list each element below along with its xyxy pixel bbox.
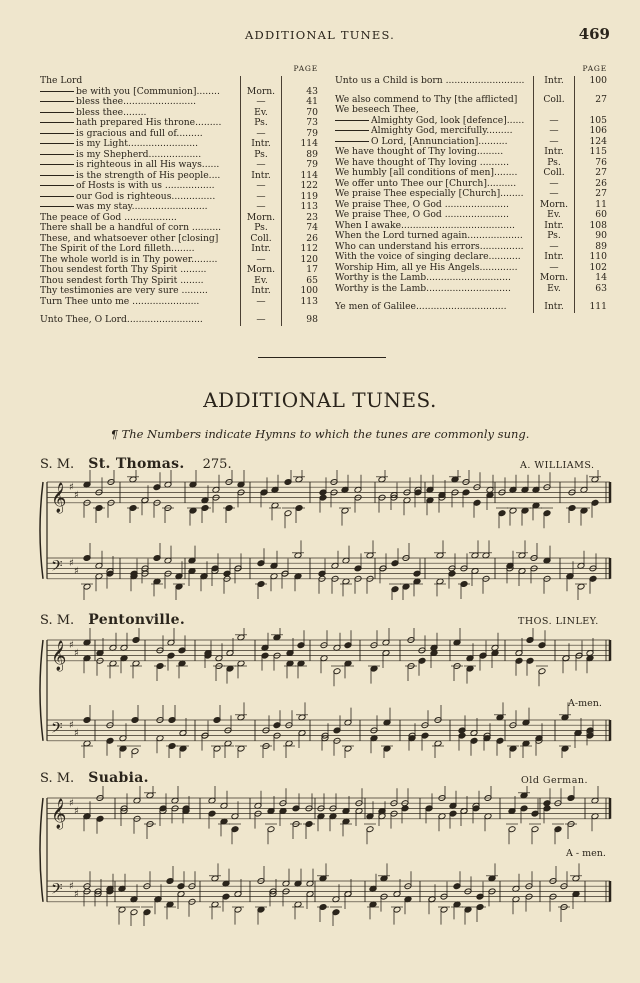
index-entry-title: is righteous in all His ways...... <box>76 160 220 170</box>
index-entry-occasion: Intr. <box>251 169 271 181</box>
index-entry-page: 110 <box>589 251 607 262</box>
index-entry-occasion: Intr. <box>544 75 564 86</box>
index-entry-page: 27 <box>595 93 607 105</box>
index-entry-page: 43 <box>306 85 318 97</box>
index-entry-page: 115 <box>589 146 607 157</box>
index-entry-title: When the Lord turned again................... <box>335 231 523 241</box>
index-entry-page: 27 <box>595 188 607 199</box>
index-entry-title: We beseech Thee, <box>335 105 419 115</box>
index-entry-page: 98 <box>306 314 318 325</box>
tune-hymn-number: 275. <box>202 457 232 472</box>
index-entry <box>335 252 609 263</box>
page-column-header: PAGE <box>293 64 318 73</box>
index-entry <box>40 223 320 234</box>
index-entry-page: 79 <box>306 127 318 139</box>
index-entry <box>335 221 609 232</box>
index-entry-title: bless thee......................... <box>76 97 197 107</box>
index-entry-occasion: Morn. <box>539 272 569 283</box>
index-entry-title: be with you [Communion]........ <box>76 86 220 97</box>
index-entry-title: We have thought of Thy loving .......... <box>335 157 509 168</box>
index-entry-occasion: — <box>256 159 266 170</box>
index-entry-title: We also commend to Thy [the afflicted] <box>335 94 518 105</box>
sharp-icon: ♯ <box>69 881 74 893</box>
index-entry <box>40 129 320 140</box>
index-entry-title: We have thought of Thy loving......... <box>335 147 504 157</box>
index-entry-title: These, and whatsoever other [closing] <box>40 233 219 244</box>
index-entry <box>40 97 320 108</box>
index-entry <box>335 76 609 87</box>
ditto-dash <box>335 141 369 142</box>
index-entry-occasion: — <box>549 188 559 199</box>
index-entry <box>335 116 609 127</box>
index-entry-page: 23 <box>306 211 318 223</box>
index-entry-title: Worship Him, all ye His Angels............. <box>335 262 518 273</box>
index-entry <box>335 147 609 158</box>
index-entry-page: 119 <box>300 190 318 202</box>
sharp-icon: ♯ <box>74 806 79 817</box>
ditto-dash <box>40 196 74 197</box>
index-entry-title: The Lord <box>40 76 83 86</box>
tune-composer: A. WILLIAMS. <box>520 460 595 471</box>
index-entry-title: our God is righteous............... <box>76 191 216 202</box>
index-entry-page: 113 <box>300 201 318 212</box>
ditto-dash <box>40 154 74 155</box>
index-entry-page: 122 <box>300 180 318 191</box>
index-entry-occasion: — <box>256 201 266 212</box>
index-entry <box>40 276 320 287</box>
index-entry-occasion: Ps. <box>547 156 561 168</box>
index-entry-occasion: Coll. <box>543 167 565 178</box>
index-entry-title: Unto Thee, O Lord.......................... <box>40 315 203 325</box>
index-entry-title: We praise Thee, O God ...................... <box>335 210 509 220</box>
section-note: ¶ The Numbers indicate Hymns to which the tunes are commonly sung. <box>110 427 530 441</box>
index-entry-occasion: Ev. <box>547 209 561 220</box>
index-entry-page: 114 <box>300 169 318 181</box>
ditto-dash <box>40 143 74 144</box>
index-entry-page: 70 <box>306 106 318 118</box>
tune-heading <box>40 612 185 628</box>
index-entry <box>40 255 320 266</box>
index-entry-title: hath prepared His throne......... <box>76 118 222 128</box>
index-entry-page: 120 <box>300 253 318 265</box>
tune-name: Suabia. <box>88 770 149 786</box>
index-entry-occasion: Morn. <box>246 264 276 275</box>
index-entry-occasion: Intr. <box>251 243 271 254</box>
index-entry-page: 26 <box>595 177 607 189</box>
index-entry-occasion: Ps. <box>254 117 268 128</box>
ditto-dash <box>40 175 74 176</box>
index-entry-page: 106 <box>589 125 607 136</box>
index-entry-title: Almighty God, look [defence]...... <box>371 115 525 126</box>
index-entry-occasion: Morn. <box>246 211 276 223</box>
index-entry-title: We praise Thee, O God ...................... <box>335 199 509 210</box>
index-entry-page: 76 <box>595 156 607 168</box>
index-entry-occasion: Intr. <box>544 301 564 312</box>
index-entry-title: With the voice of singing declare........... <box>335 252 521 262</box>
index-entry-occasion: Ev. <box>254 274 268 286</box>
index-entry <box>335 126 609 137</box>
index-entry <box>335 87 609 95</box>
tune-meter: S. M. <box>40 613 75 628</box>
index-entry <box>335 210 609 221</box>
index-entry <box>40 76 320 87</box>
index-entry <box>335 284 609 295</box>
index-entry <box>40 87 320 98</box>
sharp-icon: ♯ <box>74 889 79 900</box>
index-entry-title: We offer unto Thee our [Church].......... <box>335 178 517 189</box>
index-entry <box>40 171 320 182</box>
bass-clef-icon: 𝄢 <box>51 557 63 579</box>
index-entry <box>335 302 609 313</box>
index-entry <box>335 95 609 106</box>
index-entry-page: 14 <box>595 272 607 283</box>
index-entry <box>40 150 320 161</box>
index-entry-title: bless thee........ <box>76 107 147 118</box>
index-entry-title: of Hosts is with us ................. <box>76 181 215 191</box>
index-entry-occasion: Coll. <box>543 93 565 105</box>
index-entry-occasion: — <box>549 177 559 189</box>
index-entry-title: is my Light........................ <box>76 139 199 149</box>
index-entry-title: When I awake....................................... <box>335 220 515 231</box>
index-entry-occasion: — <box>256 180 266 191</box>
index-entry-title: The whole world is in Thy power......... <box>40 254 218 265</box>
sharp-icon: ♯ <box>74 648 79 659</box>
index-entry-occasion: — <box>549 125 559 136</box>
index-entry-page: 41 <box>306 96 318 107</box>
running-title: ADDITIONAL TUNES. <box>245 28 395 42</box>
index-entry <box>40 286 320 297</box>
index-entry <box>335 179 609 190</box>
treble-clef-icon: 𝄞 <box>51 798 67 829</box>
index-entry <box>335 273 609 284</box>
index-entry-occasion: Intr. <box>544 251 564 262</box>
index-entry-title: Ye men of Galilee............................... <box>335 302 507 312</box>
index-entry-page: 102 <box>589 261 607 273</box>
index-entry-page: 17 <box>306 264 318 275</box>
index-entry-page: 112 <box>300 243 318 254</box>
index-entry-title: Worthy is the Lamb............................. <box>335 273 511 283</box>
tune-name: St. Thomas. <box>88 456 185 472</box>
index-entry-title: O Lord, [Annunciation].......... <box>371 136 508 147</box>
index-entry <box>40 234 320 245</box>
ditto-dash <box>40 112 74 113</box>
tune-meter: S. M. <box>40 457 75 472</box>
ditto-dash <box>40 101 74 102</box>
treble-clef-icon: 𝄞 <box>51 482 67 513</box>
index-entry-occasion: Intr. <box>251 285 271 296</box>
sharp-icon: ♯ <box>69 720 74 732</box>
index-entry <box>335 231 609 242</box>
index-entry-title: We humbly [all conditions of men]........ <box>335 168 518 178</box>
bass-clef-icon: 𝄢 <box>51 719 63 741</box>
index-entry-occasion: — <box>549 114 559 126</box>
page-column-header: PAGE <box>582 64 607 73</box>
bass-clef-icon: 𝄢 <box>51 880 63 902</box>
tune-composer: Old German. <box>521 775 588 786</box>
index-left-column <box>40 64 320 326</box>
index-entry-page: 60 <box>595 209 607 220</box>
brace <box>40 798 43 902</box>
index-entry-page: 73 <box>306 117 318 128</box>
sharp-icon: ♯ <box>69 482 74 494</box>
index-entry <box>40 192 320 203</box>
index-entry-page: 113 <box>300 295 318 307</box>
index-entry-occasion: Intr. <box>544 146 564 157</box>
index-entry-page: 114 <box>300 138 318 149</box>
tune-composer: THOS. LINLEY. <box>518 616 599 627</box>
index-entry-title: is the strength of His people.... <box>76 170 221 181</box>
index-entry-title: Thou sendest forth Thy Spirit ......... <box>40 265 207 275</box>
index-entry-title: is my Shepherd.................. <box>76 149 202 160</box>
section-divider <box>258 357 386 358</box>
music-score <box>0 628 640 758</box>
index-entry <box>335 200 609 211</box>
index-entry <box>40 297 320 308</box>
index-entry-title: The peace of God .................. <box>40 212 177 223</box>
ditto-dash <box>40 206 74 207</box>
index-entry-page: 26 <box>306 232 318 244</box>
index-entry <box>40 108 320 119</box>
index-entry-page: 63 <box>595 282 607 294</box>
index-entry-occasion: — <box>256 96 266 107</box>
index-entry <box>40 118 320 129</box>
tune-meter: S. M. <box>40 771 75 786</box>
index-entry-title: Thy testimonies are very sure ......... <box>40 286 208 296</box>
ditto-dash <box>40 185 74 186</box>
music-score <box>0 470 640 600</box>
index-entry-occasion: — <box>256 314 266 325</box>
index-entry-page: 105 <box>589 114 607 126</box>
index-entry-title: Almighty God, mercifully......... <box>371 126 513 136</box>
ditto-dash <box>40 91 74 92</box>
index-entry-title: was my stay.......................... <box>76 202 208 212</box>
index-entry-title: There shall be a handful of corn .......... <box>40 223 222 233</box>
index-entry-page: 90 <box>595 230 607 241</box>
amen-text: A-men. <box>568 698 602 709</box>
index-entry-page: 100 <box>300 285 318 296</box>
index-entry-occasion: Ps. <box>254 148 268 160</box>
index-entry-occasion: Coll. <box>250 232 272 244</box>
index-entry-occasion: — <box>549 135 559 147</box>
index-entry <box>40 244 320 255</box>
brace <box>40 482 43 579</box>
index-entry <box>335 105 609 116</box>
sharp-icon: ♯ <box>69 558 74 570</box>
index-entry-title: We praise Thee especially [Church]........ <box>335 189 524 199</box>
sharp-icon: ♯ <box>74 728 79 739</box>
index-entry-occasion: Morn. <box>539 198 569 210</box>
ditto-dash <box>40 122 74 123</box>
index-entry-occasion: — <box>549 240 559 252</box>
tune-name: Pentonville. <box>88 612 185 628</box>
page-number: 469 <box>578 25 610 43</box>
index-entry <box>40 213 320 224</box>
index-entry-occasion: — <box>549 261 559 273</box>
index-entry <box>335 168 609 179</box>
index-entry <box>40 160 320 171</box>
index-entry <box>335 158 609 169</box>
index-entry-occasion: Morn. <box>246 85 276 97</box>
index-entry <box>40 315 320 326</box>
index-entry <box>335 242 609 253</box>
index-entry-page: 89 <box>595 240 607 252</box>
index-entry <box>40 307 320 315</box>
index-entry-title: Thou sendest forth Thy Spirit ........ <box>40 275 204 286</box>
ditto-dash <box>335 120 369 121</box>
index-entry <box>335 294 609 302</box>
index-entry <box>40 202 320 213</box>
index-entry <box>40 181 320 192</box>
index-entry-occasion: Ps. <box>547 230 561 241</box>
index-entry-title: Who can understand his errors............... <box>335 241 524 252</box>
index-entry-title: Worthy is the Lamb............................. <box>335 283 511 294</box>
ditto-dash <box>40 133 74 134</box>
index-entry-page: 65 <box>306 274 318 286</box>
index-entry-occasion: Ps. <box>254 222 268 233</box>
index-entry-title: is gracious and full of......... <box>76 128 203 139</box>
index-entry-page: 89 <box>306 148 318 160</box>
index-entry-page: 111 <box>589 301 607 312</box>
index-entry-title: The Spirit of the Lord filleth........ <box>40 244 195 254</box>
index-entry-occasion: — <box>256 253 266 265</box>
brace <box>40 640 43 741</box>
index-entry-page: 74 <box>306 222 318 233</box>
sharp-icon: ♯ <box>69 640 74 652</box>
index-entry-occasion: Intr. <box>544 219 564 231</box>
index-entry-occasion: Intr. <box>251 138 271 149</box>
tune-heading <box>40 770 149 786</box>
index-entry-page: 108 <box>589 219 607 231</box>
ditto-dash <box>40 164 74 165</box>
music-score <box>0 786 640 926</box>
index-entry-page: 79 <box>306 159 318 170</box>
index-entry-page: 11 <box>595 198 607 210</box>
index-entry-occasion: — <box>256 127 266 139</box>
index-entry-occasion: — <box>256 295 266 307</box>
index-entry <box>40 139 320 150</box>
index-entry-title: Unto us a Child is born ........................... <box>335 76 525 86</box>
sharp-icon: ♯ <box>69 798 74 810</box>
sharp-icon: ♯ <box>74 490 79 501</box>
index-entry <box>40 265 320 276</box>
index-entry-page: 100 <box>589 75 607 86</box>
index-entry <box>335 137 609 148</box>
amen-text: A - men. <box>566 848 606 859</box>
index-entry-title: Turn Thee unto me ....................... <box>40 296 200 307</box>
index-entry-occasion: — <box>256 190 266 202</box>
index-right-column <box>335 64 609 313</box>
treble-clef-icon: 𝄞 <box>51 640 67 671</box>
ditto-dash <box>335 130 369 131</box>
index-entry-page: 27 <box>595 167 607 178</box>
index-entry-page: 124 <box>589 135 607 147</box>
sharp-icon: ♯ <box>74 566 79 577</box>
index-entry-occasion: Ev. <box>254 106 268 118</box>
index-entry-occasion: Ev. <box>547 282 561 294</box>
section-title: ADDITIONAL TUNES. <box>203 388 437 412</box>
